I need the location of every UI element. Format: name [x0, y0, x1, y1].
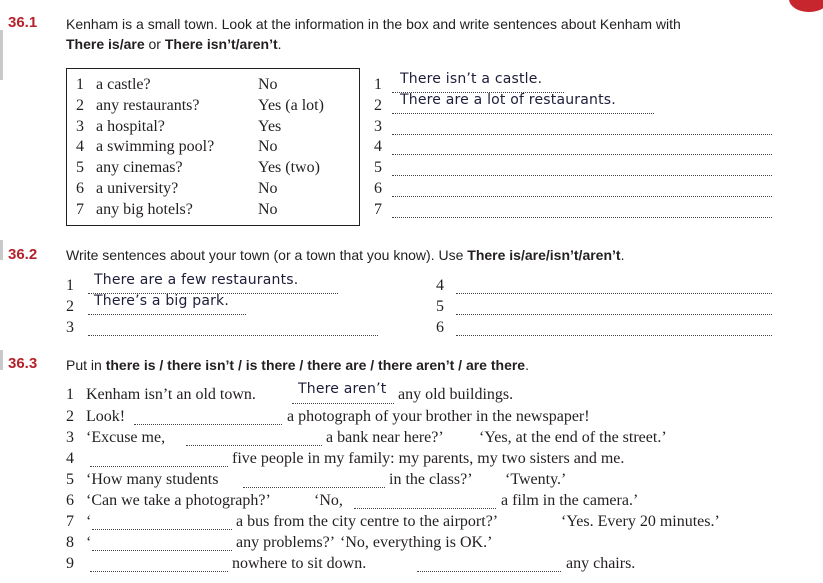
table-row-answer: No [258, 180, 278, 197]
instruction-bold: There is/are/isn’t/aren’t [467, 247, 621, 263]
answer-blank[interactable] [90, 465, 228, 467]
exercise-instruction-36-1 [66, 14, 786, 54]
sentence-9-end: any chairs. [566, 555, 636, 572]
sentence-4-number: 4 [66, 450, 74, 467]
answer-line[interactable] [88, 334, 378, 336]
answer-blank[interactable] [243, 486, 385, 488]
instruction-text: . [620, 247, 625, 263]
answer-line[interactable] [456, 313, 772, 315]
answer-line[interactable] [456, 334, 772, 336]
handwritten-answer: There are a few restaurants. [94, 272, 299, 288]
handwritten-answer: There aren’t [298, 381, 387, 397]
sentence-5-reply: ‘Twenty.’ [505, 471, 567, 488]
table-row-number: 3 [76, 117, 84, 135]
answer-blank[interactable] [354, 507, 496, 509]
instruction-text: . [525, 357, 529, 373]
table-row-answer: Yes [258, 117, 282, 135]
sentence-3-reply: ‘Yes, at the end of the street.’ [479, 429, 667, 446]
handwritten-answer: There are a lot of restaurants. [400, 91, 616, 108]
table-row-question: a hospital? [96, 117, 165, 135]
sentence-8-number: 8 [66, 534, 74, 551]
sentence-1-number: 1 [66, 386, 74, 403]
sentence-1-end: any old buildings. [398, 386, 514, 403]
sentence-7-reply: ‘Yes. Every 20 minutes.’ [561, 513, 720, 530]
page-edge-mark [0, 30, 3, 80]
answer-number: 7 [374, 200, 382, 218]
sentence-7-quote: ‘ [86, 513, 92, 530]
sentence-6-end: a film in the camera.’ [501, 492, 639, 509]
handwritten-answer: There’s a big park. [94, 293, 230, 309]
sentence-5-number: 5 [66, 471, 74, 488]
answer-blank[interactable] [90, 570, 228, 572]
exercise-number-36-1: 36.1 [8, 14, 38, 31]
table-row-question: any big hotels? [96, 200, 193, 218]
page-edge-mark [0, 240, 3, 260]
sentence-1-start: Kenham isn’t an old town. [86, 386, 256, 403]
sentence-5-middle: in the class?’ [389, 471, 473, 488]
instruction-text: Put in [66, 357, 106, 373]
sentence-9-number: 9 [66, 555, 74, 572]
answer-blank[interactable] [417, 570, 561, 572]
table-row-number: 4 [76, 138, 84, 156]
table-row-answer: No [258, 200, 278, 218]
table-row-answer: Yes (a lot) [258, 96, 324, 114]
answer-number: 3 [374, 117, 382, 135]
sentence-6-number: 6 [66, 492, 74, 509]
answer-blank[interactable] [92, 549, 232, 551]
handwritten-answer: There isn’t a castle. [400, 71, 543, 87]
item-number: 2 [66, 298, 74, 315]
table-row-answer: No [258, 76, 278, 93]
instruction-bold: There is/are [66, 36, 145, 52]
sentence-4-end: five people in my family: my parents, my two sisters and me. [232, 450, 625, 467]
answer-blank[interactable] [92, 528, 232, 530]
answer-line[interactable] [392, 153, 772, 155]
item-number: 1 [66, 277, 74, 294]
answer-number: 6 [374, 180, 382, 197]
item-number: 4 [436, 277, 444, 294]
answer-line[interactable] [392, 112, 654, 114]
instruction-bold: There isn’t/aren’t [164, 36, 278, 52]
table-row-question: any cinemas? [96, 159, 183, 177]
answer-line[interactable] [392, 195, 772, 197]
answer-number: 1 [374, 76, 382, 93]
answer-line[interactable] [88, 313, 246, 315]
table-row-number: 1 [76, 76, 84, 93]
answer-line[interactable] [392, 174, 772, 176]
answer-blank[interactable] [292, 402, 394, 404]
sentence-2-number: 2 [66, 408, 74, 425]
table-row-question: a castle? [96, 76, 151, 93]
table-row-answer: Yes (two) [258, 159, 320, 177]
instruction-text: . [277, 36, 282, 52]
sentence-2-end: a photograph of your brother in the newspaper! [287, 408, 590, 425]
sentence-6-start: ‘Can we take a photograph?’ [86, 492, 271, 509]
answer-line[interactable] [456, 292, 772, 294]
instruction-text: or [144, 36, 165, 52]
table-row-number: 6 [76, 180, 84, 197]
page-edge-mark [0, 350, 3, 370]
answer-line[interactable] [392, 133, 772, 135]
answer-blank[interactable] [186, 444, 322, 446]
instruction-bold: there is / there isn’t / is there / there are / there aren’t / are there [105, 357, 526, 373]
exercise-instruction-36-3 [66, 357, 786, 373]
answer-line[interactable] [392, 216, 772, 218]
answer-number: 5 [374, 159, 382, 177]
exercise-number-36-3: 36.3 [8, 355, 38, 372]
sentence-5-start: ‘How many students [86, 471, 219, 488]
table-row-number: 5 [76, 159, 84, 177]
answer-blank[interactable] [134, 423, 282, 425]
table-row-question: a swimming pool? [96, 138, 215, 156]
table-row-question: a university? [96, 180, 179, 197]
item-number: 6 [436, 319, 444, 336]
sentence-2-start: Look! [86, 408, 126, 425]
sentence-7-number: 7 [66, 513, 74, 530]
sentence-8-reply: ‘No, everything is OK.’ [340, 534, 493, 551]
exercise-number-36-2: 36.2 [8, 246, 38, 263]
instruction-text: Write sentences about your town (or a town that you know). Use [66, 247, 468, 263]
sentence-8-quote: ‘ [86, 534, 92, 551]
sentence-3-start: ‘Excuse me, [86, 429, 166, 446]
exercise-instruction-36-2 [66, 247, 786, 263]
table-row-number: 2 [76, 96, 84, 114]
answer-number: 2 [374, 96, 382, 114]
sentence-7-middle: a bus from the city centre to the airport?’ [236, 513, 499, 530]
table-row-answer: No [258, 138, 278, 156]
instruction-text: Kenham is a small town. Look at the information in the box and write sentences about Kenham with [66, 16, 681, 32]
sentence-3-middle: a bank near here?’ [326, 429, 444, 446]
sentence-9-middle: nowhere to sit down. [232, 555, 367, 572]
sentence-6-reply-start: ‘No, [314, 492, 343, 509]
table-row-number: 7 [76, 200, 84, 218]
table-row-question: any restaurants? [96, 96, 200, 114]
sentence-3-number: 3 [66, 429, 74, 446]
unit-badge [789, 0, 823, 12]
answer-number: 4 [374, 138, 382, 156]
sentence-8-middle: any problems?’ [236, 534, 336, 551]
item-number: 5 [436, 298, 444, 315]
item-number: 3 [66, 319, 74, 336]
